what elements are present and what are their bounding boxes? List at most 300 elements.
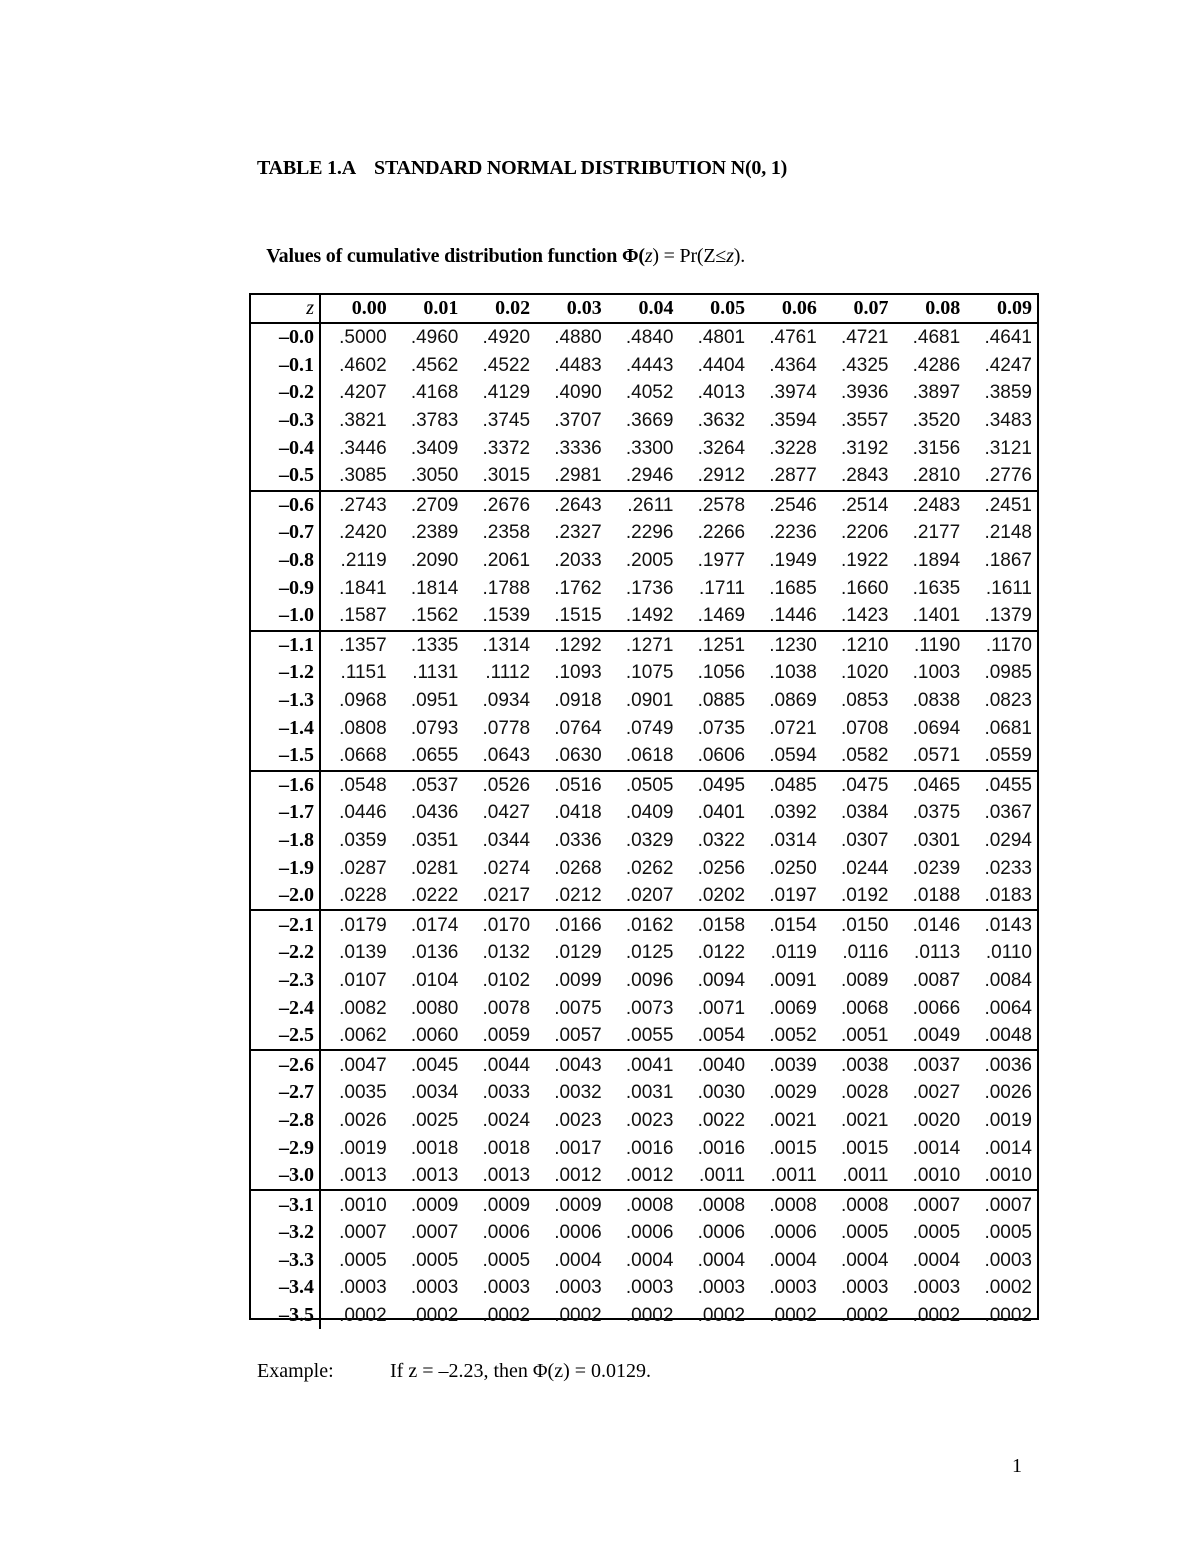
probability-cell: .0054 <box>697 1025 746 1047</box>
probability-cell: .3336 <box>554 437 602 459</box>
probability-cell: .4168 <box>410 382 459 404</box>
probability-cell: .0793 <box>410 717 459 739</box>
z-value-cell: –1.9 <box>251 854 320 882</box>
probability-cell: .0003 <box>410 1277 459 1299</box>
probability-cell: .4483 <box>554 354 602 376</box>
probability-cell: .0559 <box>984 745 1032 767</box>
probability-cell: .0655 <box>410 745 459 767</box>
probability-cell: .0016 <box>697 1137 746 1159</box>
probability-cell: .0113 <box>914 942 961 964</box>
probability-cell: .0853 <box>840 690 889 712</box>
probability-cell: .1056 <box>697 662 746 684</box>
probability-cell: .1131 <box>412 662 459 684</box>
column-header: 0.04 <box>607 295 679 323</box>
probability-cell: .4207 <box>339 382 387 404</box>
probability-cell: .3707 <box>554 410 602 432</box>
probability-cell: .4801 <box>697 327 746 349</box>
probability-cell: .0003 <box>984 1249 1032 1271</box>
probability-cell: .0778 <box>482 717 531 739</box>
probability-cell: .1357 <box>320 631 392 660</box>
probability-cell: .0087 <box>912 969 961 991</box>
probability-cell: .0027 <box>912 1082 961 1104</box>
probability-cell: .4325 <box>840 354 889 376</box>
probability-cell: .0007 <box>410 1222 459 1244</box>
probability-cell: .4522 <box>482 354 531 376</box>
probability-cell: .0808 <box>339 717 387 739</box>
probability-cell: .1736 <box>625 577 674 599</box>
z-value-cell: –2.0 <box>251 882 320 911</box>
probability-cell: .0505 <box>607 771 679 800</box>
probability-cell: .0594 <box>769 745 817 767</box>
table-row <box>251 602 1037 631</box>
probability-cell: .0465 <box>894 771 966 800</box>
probability-cell: .0089 <box>840 969 889 991</box>
probability-cell: .0008 <box>678 1190 750 1219</box>
probability-cell: .0694 <box>912 717 961 739</box>
column-header: 0.00 <box>320 295 392 323</box>
table-row <box>251 491 1037 520</box>
probability-cell: .2676 <box>463 491 535 520</box>
z-value-cell: –0.3 <box>251 407 320 435</box>
probability-cell: .0071 <box>697 997 746 1019</box>
probability-cell: .0170 <box>463 910 535 939</box>
probability-cell: .2743 <box>320 491 392 520</box>
probability-cell: .0526 <box>463 771 535 800</box>
probability-cell: .0375 <box>912 802 961 824</box>
probability-cell: .2266 <box>697 522 746 544</box>
probability-cell: .2327 <box>554 522 602 544</box>
table-row <box>251 1050 1037 1079</box>
probability-cell: .0008 <box>750 1190 822 1219</box>
probability-cell: .0075 <box>554 997 602 1019</box>
probability-cell: .0002 <box>840 1305 889 1327</box>
probability-cell: .4052 <box>625 382 674 404</box>
table-body <box>251 323 1037 1329</box>
probability-cell: .0183 <box>984 885 1032 907</box>
probability-cell: .0901 <box>625 690 674 712</box>
probability-cell: .4562 <box>410 354 459 376</box>
probability-cell: .0571 <box>912 745 961 767</box>
probability-cell: .0239 <box>912 857 961 879</box>
probability-cell: .0029 <box>769 1082 817 1104</box>
probability-cell: .0006 <box>769 1222 817 1244</box>
table-subtitle <box>257 222 745 268</box>
probability-cell: .0708 <box>840 717 889 739</box>
probability-cell: .0004 <box>840 1249 889 1271</box>
probability-cell: .0006 <box>482 1222 531 1244</box>
probability-cell: .0207 <box>625 885 674 907</box>
probability-cell: .0250 <box>769 857 817 879</box>
probability-cell: .0004 <box>625 1249 674 1271</box>
z-value-cell: –2.4 <box>251 994 320 1022</box>
probability-cell: .0020 <box>912 1109 961 1131</box>
probability-cell: .2033 <box>554 550 602 572</box>
table-row <box>251 799 1037 827</box>
probability-cell: .2843 <box>840 465 889 487</box>
probability-cell: .0064 <box>984 997 1032 1019</box>
probability-cell: .3050 <box>410 465 459 487</box>
probability-cell: .0735 <box>697 717 746 739</box>
probability-cell: .2514 <box>822 491 894 520</box>
probability-cell: .0003 <box>840 1277 889 1299</box>
probability-cell: .0006 <box>554 1222 602 1244</box>
probability-cell: .1112 <box>485 662 531 684</box>
z-value-cell: –0.1 <box>251 352 320 380</box>
probability-cell: .0032 <box>554 1082 602 1104</box>
probability-cell: .4286 <box>912 354 961 376</box>
table-row <box>251 1022 1037 1051</box>
probability-cell: .0516 <box>535 771 607 800</box>
probability-cell: .0021 <box>840 1109 889 1131</box>
probability-cell: .0012 <box>625 1165 674 1187</box>
probability-cell: .0013 <box>339 1165 387 1187</box>
subtitle-end: ). <box>733 245 746 267</box>
probability-cell: .0034 <box>410 1082 459 1104</box>
probability-cell: .0934 <box>482 690 531 712</box>
probability-cell: .1711 <box>698 577 746 599</box>
probability-cell: .0007 <box>339 1222 387 1244</box>
probability-cell: .1075 <box>625 662 674 684</box>
probability-cell: .0188 <box>912 885 961 907</box>
probability-cell: .0367 <box>984 802 1032 824</box>
probability-cell: .0007 <box>894 1190 966 1219</box>
z-value-cell: –3.1 <box>251 1190 320 1219</box>
probability-cell: .2776 <box>984 465 1032 487</box>
probability-cell: .0002 <box>984 1277 1032 1299</box>
normal-distribution-table-frame <box>249 293 1039 1327</box>
probability-cell: .2981 <box>554 465 602 487</box>
z-value-cell: –3.2 <box>251 1219 320 1247</box>
table-row <box>251 1190 1037 1219</box>
probability-cell: .4840 <box>625 327 674 349</box>
z-value-cell: –2.7 <box>251 1079 320 1107</box>
probability-cell: .0019 <box>339 1137 387 1159</box>
probability-cell: .4247 <box>984 354 1032 376</box>
probability-cell: .1093 <box>554 662 602 684</box>
z-value-cell: –3.3 <box>251 1247 320 1275</box>
probability-cell: .0012 <box>554 1165 602 1187</box>
probability-cell: .2119 <box>340 550 387 572</box>
probability-cell: .0436 <box>410 802 459 824</box>
probability-cell: .0059 <box>482 1025 531 1047</box>
probability-cell: .4641 <box>984 327 1032 349</box>
probability-cell: .0068 <box>840 997 889 1019</box>
table-header-row <box>251 295 1037 323</box>
z-value-cell: –2.5 <box>251 1022 320 1051</box>
probability-cell: .1292 <box>535 631 607 660</box>
probability-cell: .2810 <box>912 465 961 487</box>
column-header: 0.08 <box>894 295 966 323</box>
probability-cell: .4920 <box>482 327 531 349</box>
probability-cell: .0016 <box>625 1137 674 1159</box>
probability-cell: .0202 <box>697 885 746 907</box>
table-row <box>251 939 1037 967</box>
z-value-cell: –2.1 <box>251 910 320 939</box>
z-value-cell: –2.6 <box>251 1050 320 1079</box>
probability-cell: .0019 <box>984 1109 1032 1131</box>
probability-cell: .1251 <box>678 631 750 660</box>
table-row <box>251 547 1037 575</box>
probability-cell: .1922 <box>840 550 889 572</box>
probability-cell: .0091 <box>769 969 817 991</box>
probability-cell: .0033 <box>482 1082 531 1104</box>
probability-cell: .0392 <box>769 802 817 824</box>
probability-cell: .0192 <box>840 885 889 907</box>
probability-cell: .0359 <box>339 829 387 851</box>
probability-cell: .1314 <box>463 631 535 660</box>
probability-cell: .2483 <box>894 491 966 520</box>
probability-cell: .0606 <box>697 745 746 767</box>
column-header: 0.05 <box>678 295 750 323</box>
probability-cell: .0749 <box>625 717 674 739</box>
probability-cell: .0004 <box>554 1249 602 1271</box>
probability-cell: .2546 <box>750 491 822 520</box>
probability-cell: .0045 <box>392 1050 464 1079</box>
table-row <box>251 967 1037 995</box>
probability-cell: .3085 <box>339 465 387 487</box>
probability-cell: .0008 <box>607 1190 679 1219</box>
probability-cell: .0329 <box>625 829 674 851</box>
probability-cell: .2451 <box>965 491 1037 520</box>
table-row <box>251 462 1037 491</box>
probability-cell: .4681 <box>912 327 961 349</box>
probability-cell: .1230 <box>750 631 822 660</box>
probability-cell: .3156 <box>912 437 961 459</box>
probability-cell: .0314 <box>769 829 817 851</box>
probability-cell: .1685 <box>769 577 817 599</box>
probability-cell: .3015 <box>482 465 531 487</box>
probability-cell: .1020 <box>840 662 889 684</box>
z-value-cell: –1.8 <box>251 827 320 855</box>
probability-cell: .0154 <box>750 910 822 939</box>
probability-cell: .0078 <box>482 997 531 1019</box>
probability-cell: .0051 <box>840 1025 889 1047</box>
probability-cell: .0048 <box>984 1025 1032 1047</box>
probability-cell: .0060 <box>410 1025 459 1047</box>
probability-cell: .1539 <box>482 605 531 627</box>
probability-cell: .0011 <box>770 1165 817 1187</box>
probability-cell: .0030 <box>697 1082 746 1104</box>
probability-cell: .0084 <box>984 969 1032 991</box>
probability-cell: .1469 <box>697 605 746 627</box>
probability-cell: .1210 <box>822 631 894 660</box>
table-title: TABLE 1.A STANDARD NORMAL DISTRIBUTION N(0, 1) <box>257 157 788 179</box>
z-value-cell: –0.9 <box>251 574 320 602</box>
table-row <box>251 659 1037 687</box>
probability-cell: .0122 <box>697 942 746 964</box>
probability-cell: .0143 <box>965 910 1037 939</box>
probability-cell: .0099 <box>554 969 602 991</box>
probability-cell: .0681 <box>984 717 1032 739</box>
probability-cell: .3594 <box>769 410 817 432</box>
probability-cell: .0003 <box>697 1277 746 1299</box>
probability-cell: .0011 <box>698 1165 746 1187</box>
probability-cell: .0024 <box>482 1109 531 1131</box>
column-header: 0.03 <box>535 295 607 323</box>
probability-cell: .0107 <box>339 969 387 991</box>
probability-cell: .2005 <box>625 550 674 572</box>
probability-cell: .0158 <box>678 910 750 939</box>
probability-cell: .0212 <box>554 885 602 907</box>
table-row <box>251 631 1037 660</box>
probability-cell: .0002 <box>554 1305 602 1327</box>
probability-cell: .0023 <box>625 1109 674 1131</box>
probability-cell: .1762 <box>554 577 602 599</box>
z-value-cell: –0.0 <box>251 323 320 352</box>
probability-cell: .0013 <box>482 1165 531 1187</box>
probability-cell: .0005 <box>912 1222 961 1244</box>
probability-cell: .0495 <box>678 771 750 800</box>
probability-cell: .0233 <box>984 857 1032 879</box>
probability-cell: .0005 <box>339 1249 387 1271</box>
probability-cell: .4761 <box>769 327 817 349</box>
probability-cell: .0102 <box>482 969 531 991</box>
probability-cell: .0005 <box>840 1222 889 1244</box>
probability-cell: .0035 <box>339 1082 387 1104</box>
probability-cell: .3897 <box>912 382 961 404</box>
probability-cell: .4602 <box>339 354 387 376</box>
probability-cell: .0049 <box>912 1025 961 1047</box>
table-row <box>251 1162 1037 1191</box>
probability-cell: .0136 <box>410 942 459 964</box>
column-header: 0.09 <box>965 295 1037 323</box>
probability-cell: .3821 <box>339 410 387 432</box>
probability-cell: .2358 <box>482 522 531 544</box>
probability-cell: .0179 <box>320 910 392 939</box>
probability-cell: .0036 <box>965 1050 1037 1079</box>
probability-cell: .3632 <box>697 410 746 432</box>
probability-cell: .3974 <box>769 382 817 404</box>
normal-distribution-table <box>251 295 1037 1329</box>
probability-cell: .4443 <box>625 354 674 376</box>
subtitle-z2: z <box>726 245 734 267</box>
probability-cell: .1271 <box>607 631 679 660</box>
z-value-cell: –1.7 <box>251 799 320 827</box>
probability-cell: .2389 <box>410 522 459 544</box>
z-value-cell: –0.7 <box>251 519 320 547</box>
table-row <box>251 379 1037 407</box>
probability-cell: .0041 <box>607 1050 679 1079</box>
probability-cell: .0427 <box>482 802 531 824</box>
probability-cell: .3669 <box>625 410 674 432</box>
probability-cell: .0116 <box>842 942 889 964</box>
probability-cell: .1446 <box>769 605 817 627</box>
probability-cell: .4364 <box>769 354 817 376</box>
probability-cell: .0174 <box>392 910 464 939</box>
probability-cell: .0764 <box>554 717 602 739</box>
probability-cell: .0055 <box>625 1025 674 1047</box>
probability-cell: .3936 <box>840 382 889 404</box>
probability-cell: .0885 <box>697 690 746 712</box>
table-row <box>251 742 1037 771</box>
probability-cell: .0351 <box>410 829 459 851</box>
probability-cell: .2206 <box>840 522 889 544</box>
probability-cell: .0475 <box>822 771 894 800</box>
probability-cell: .0002 <box>984 1305 1032 1327</box>
probability-cell: .2061 <box>482 550 531 572</box>
probability-cell: .0082 <box>339 997 387 1019</box>
probability-cell: .0446 <box>339 802 387 824</box>
probability-cell: .0002 <box>697 1305 746 1327</box>
probability-cell: .0013 <box>410 1165 459 1187</box>
subtitle-prefix: Values of cumulative distribution function Φ( <box>266 245 645 267</box>
probability-cell: .0003 <box>625 1277 674 1299</box>
probability-cell: .0014 <box>984 1137 1032 1159</box>
probability-cell: .1635 <box>912 577 961 599</box>
probability-cell: .0668 <box>339 745 387 767</box>
probability-cell: .0150 <box>822 910 894 939</box>
probability-cell: .1949 <box>769 550 817 572</box>
probability-cell: .0010 <box>984 1165 1032 1187</box>
probability-cell: .0139 <box>339 942 387 964</box>
probability-cell: .3264 <box>697 437 746 459</box>
probability-cell: .0007 <box>965 1190 1037 1219</box>
z-value-cell: –1.2 <box>251 659 320 687</box>
probability-cell: .0080 <box>410 997 459 1019</box>
probability-cell: .2611 <box>607 491 679 520</box>
probability-cell: .1151 <box>340 662 387 684</box>
probability-cell: .0057 <box>554 1025 602 1047</box>
probability-cell: .0643 <box>482 745 531 767</box>
probability-cell: .0004 <box>912 1249 961 1271</box>
probability-cell: .1611 <box>985 577 1032 599</box>
probability-cell: .0418 <box>554 802 602 824</box>
z-value-cell: –1.3 <box>251 687 320 715</box>
table-row <box>251 1219 1037 1247</box>
probability-cell: .0004 <box>769 1249 817 1271</box>
probability-cell: .0010 <box>912 1165 961 1187</box>
probability-cell: .1170 <box>965 631 1037 660</box>
table-row <box>251 519 1037 547</box>
probability-cell: .0005 <box>482 1249 531 1271</box>
table-row <box>251 714 1037 742</box>
probability-cell: .0010 <box>320 1190 392 1219</box>
probability-cell: .0125 <box>625 942 674 964</box>
z-value-cell: –2.8 <box>251 1107 320 1135</box>
probability-cell: .0043 <box>535 1050 607 1079</box>
probability-cell: .0307 <box>840 829 889 851</box>
probability-cell: .0026 <box>339 1109 387 1131</box>
probability-cell: .0047 <box>320 1050 392 1079</box>
probability-cell: .3228 <box>769 437 817 459</box>
probability-cell: .0104 <box>410 969 459 991</box>
subtitle-suffix: ) = Pr(Z≤ <box>652 245 727 267</box>
probability-cell: .0003 <box>482 1277 531 1299</box>
probability-cell: .0455 <box>965 771 1037 800</box>
probability-cell: .0582 <box>840 745 889 767</box>
probability-cell: .3372 <box>482 437 531 459</box>
probability-cell: .1492 <box>625 605 674 627</box>
probability-cell: .3520 <box>912 410 961 432</box>
probability-cell: .0006 <box>625 1222 674 1244</box>
probability-cell: .1894 <box>912 550 961 572</box>
probability-cell: .2643 <box>535 491 607 520</box>
probability-cell: .0262 <box>625 857 674 879</box>
probability-cell: .0018 <box>482 1137 531 1159</box>
z-value-cell: –3.4 <box>251 1274 320 1302</box>
probability-cell: .0268 <box>554 857 602 879</box>
probability-cell: .2578 <box>678 491 750 520</box>
probability-cell: .3409 <box>410 437 459 459</box>
probability-cell: .0037 <box>894 1050 966 1079</box>
z-value-cell: –1.4 <box>251 714 320 742</box>
probability-cell: .2912 <box>697 465 746 487</box>
probability-cell: .0015 <box>769 1137 817 1159</box>
probability-cell: .0003 <box>912 1277 961 1299</box>
probability-cell: .0132 <box>482 942 531 964</box>
probability-cell: .0869 <box>769 690 817 712</box>
probability-cell: .0918 <box>554 690 602 712</box>
